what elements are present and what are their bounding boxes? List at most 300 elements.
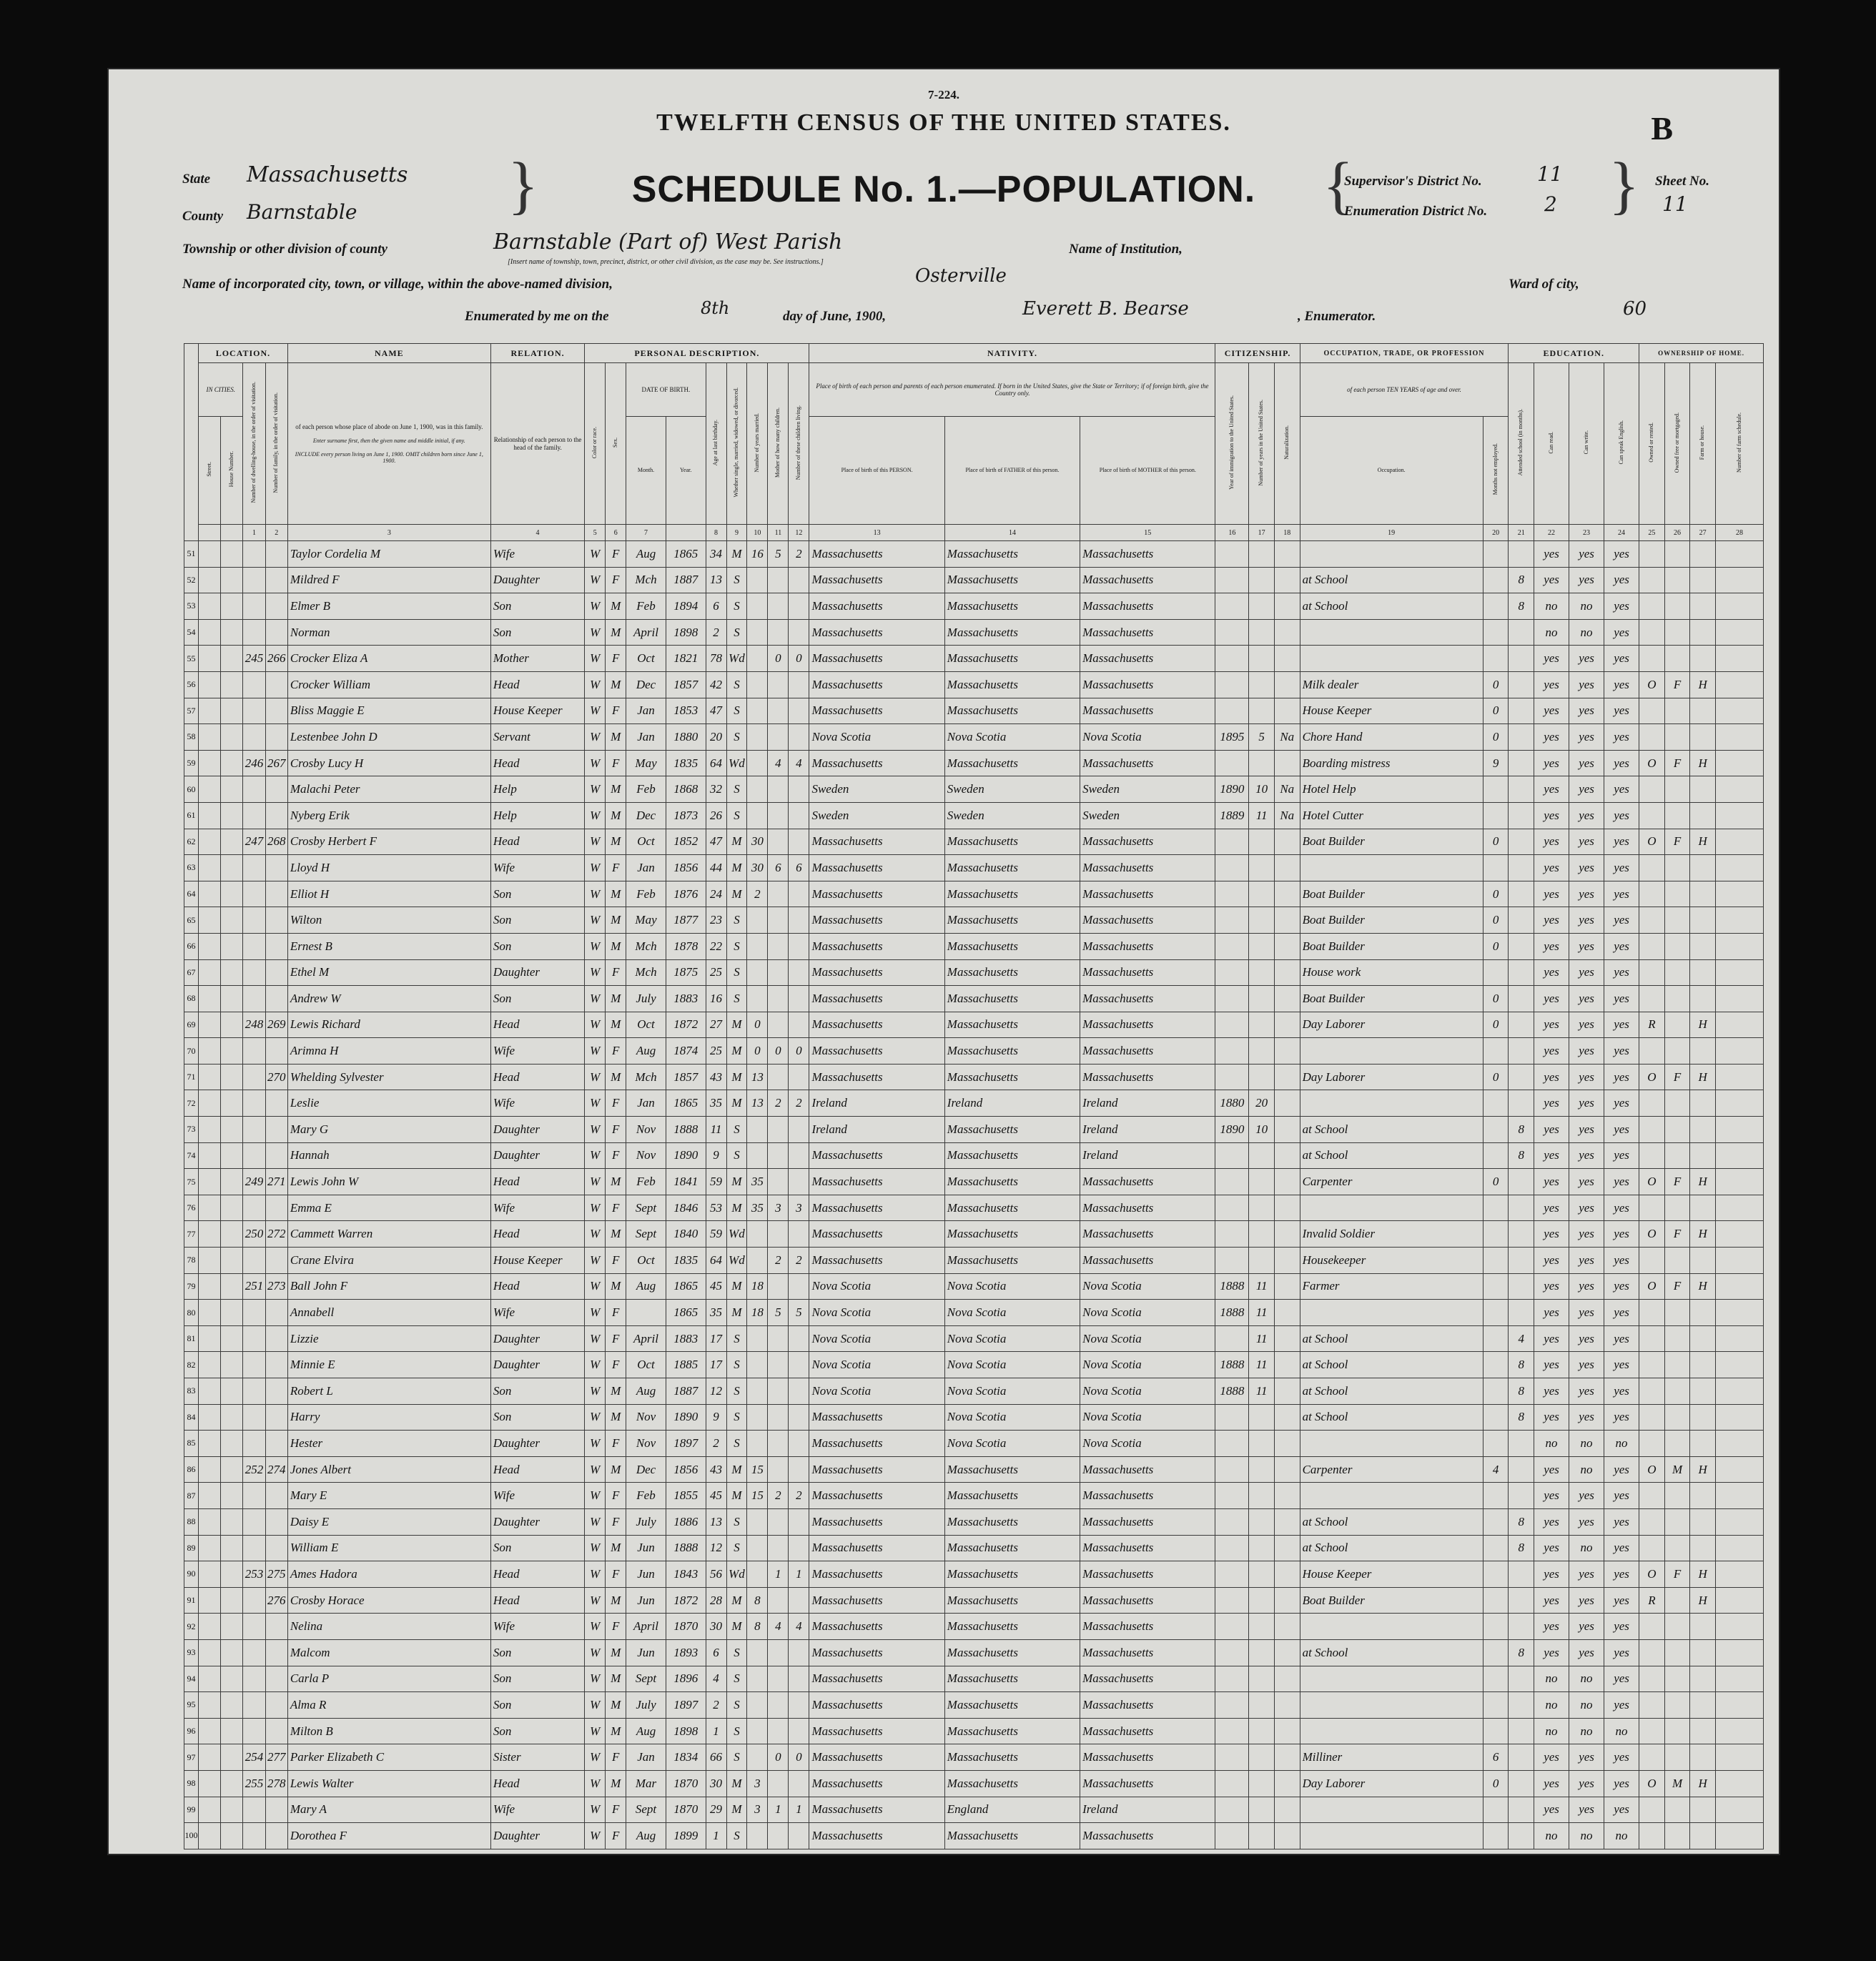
cell-free xyxy=(1664,907,1690,934)
cell-rel: Daughter xyxy=(490,1352,584,1378)
empty-cell xyxy=(221,1561,243,1588)
empty-cell xyxy=(221,1823,243,1849)
cell-fam xyxy=(265,1248,287,1274)
cell-dw xyxy=(243,698,265,724)
cell-farm xyxy=(1690,1142,1716,1169)
cell-ym xyxy=(747,1142,768,1169)
cell-age: 4 xyxy=(706,1666,726,1692)
cell-mc xyxy=(768,1666,789,1692)
cell-sex: F xyxy=(606,1561,626,1588)
cell-year: 1898 xyxy=(666,619,706,646)
cell-month: Jan xyxy=(626,698,666,724)
cell-sex: M xyxy=(606,1169,626,1195)
cell-color: W xyxy=(585,750,606,776)
line-number: 97 xyxy=(184,1744,199,1771)
cell-name: Elmer B xyxy=(287,593,490,620)
cell-dw xyxy=(243,959,265,986)
cell-pob: Nova Scotia xyxy=(809,1273,944,1300)
cell-occ xyxy=(1300,1797,1483,1823)
table-row xyxy=(184,646,1764,672)
cell-pobm: Massachusetts xyxy=(1080,855,1215,881)
cell-write: yes xyxy=(1569,1012,1604,1038)
cell-mne: 0 xyxy=(1483,881,1509,907)
cell-write: yes xyxy=(1569,1142,1604,1169)
census-title: TWELFTH CENSUS OF THE UNITED STATES. xyxy=(656,109,1231,136)
cell-fam: 267 xyxy=(265,750,287,776)
cell-sch xyxy=(1509,1248,1534,1274)
empty-cell xyxy=(1715,619,1763,646)
cell-pob: Massachusetts xyxy=(809,1248,944,1274)
empty-cell xyxy=(221,1692,243,1719)
cell-farm xyxy=(1690,959,1716,986)
cell-name: Lewis John W xyxy=(287,1169,490,1195)
cell-read: yes xyxy=(1534,1404,1569,1431)
cell-mar: M xyxy=(726,829,747,855)
empty-cell xyxy=(199,881,221,907)
cell-cl xyxy=(789,567,809,593)
cell-free xyxy=(1664,1744,1690,1771)
cell-read: yes xyxy=(1534,907,1569,934)
table-row xyxy=(184,1483,1764,1509)
cell-sch: 8 xyxy=(1509,593,1534,620)
cell-yrs xyxy=(1249,1012,1275,1038)
empty-cell xyxy=(1715,671,1763,698)
cell-ym: 30 xyxy=(747,855,768,881)
cell-occ: Carpenter xyxy=(1300,1169,1483,1195)
cell-sex: M xyxy=(606,1639,626,1666)
cell-yrs xyxy=(1249,671,1275,698)
cell-imm: 1880 xyxy=(1215,1090,1249,1117)
cell-imm: 1888 xyxy=(1215,1273,1249,1300)
cell-dw xyxy=(243,1248,265,1274)
cell-read: no xyxy=(1534,1718,1569,1744)
empty-cell xyxy=(1715,1117,1763,1143)
cell-age: 34 xyxy=(706,541,726,568)
empty-cell xyxy=(199,855,221,881)
cell-nat xyxy=(1274,1797,1300,1823)
empty-cell xyxy=(221,1614,243,1640)
cell-occ: Farmer xyxy=(1300,1273,1483,1300)
cell-sch xyxy=(1509,1090,1534,1117)
cell-rel: Wife xyxy=(490,1038,584,1065)
cell-own: O xyxy=(1639,1770,1665,1797)
cell-fam xyxy=(265,1639,287,1666)
cell-month: Sept xyxy=(626,1195,666,1221)
cell-mc xyxy=(768,671,789,698)
cell-farm xyxy=(1690,802,1716,829)
empty-cell xyxy=(221,671,243,698)
cell-rel: Daughter xyxy=(490,1431,584,1457)
cell-read: yes xyxy=(1534,1090,1569,1117)
cell-write: yes xyxy=(1569,1064,1604,1090)
cell-speak: yes xyxy=(1604,1797,1639,1823)
cell-yrs xyxy=(1249,567,1275,593)
cell-free: F xyxy=(1664,1221,1690,1248)
cell-read: yes xyxy=(1534,1300,1569,1326)
table-row xyxy=(184,1744,1764,1771)
cell-pobf: England xyxy=(944,1797,1080,1823)
cell-dw xyxy=(243,907,265,934)
cell-dw: 254 xyxy=(243,1744,265,1771)
months-not-employed-header: Months not employed. xyxy=(1491,443,1499,495)
empty-cell xyxy=(1715,1823,1763,1849)
cell-age: 29 xyxy=(706,1797,726,1823)
empty-cell xyxy=(1715,698,1763,724)
cell-cl xyxy=(789,1770,809,1797)
cell-year: 1874 xyxy=(666,1038,706,1065)
cell-dw xyxy=(243,671,265,698)
cell-own xyxy=(1639,646,1665,672)
year-header: Year. xyxy=(666,417,706,525)
cell-yrs xyxy=(1249,1483,1275,1509)
cell-write: yes xyxy=(1569,1587,1604,1614)
cell-speak: no xyxy=(1604,1823,1639,1849)
table-row xyxy=(184,829,1764,855)
table-row xyxy=(184,1431,1764,1457)
cell-fam xyxy=(265,1038,287,1065)
empty-cell xyxy=(1715,567,1763,593)
cell-sex: M xyxy=(606,829,626,855)
cell-occ: House Keeper xyxy=(1300,1561,1483,1588)
cell-pobf: Massachusetts xyxy=(944,541,1080,568)
cell-pobf: Nova Scotia xyxy=(944,1404,1080,1431)
empty-cell xyxy=(221,1248,243,1274)
cell-mne xyxy=(1483,646,1509,672)
cell-farm: H xyxy=(1690,1169,1716,1195)
cell-age: 6 xyxy=(706,593,726,620)
empty-cell xyxy=(199,1692,221,1719)
column-number: 17 xyxy=(1249,525,1275,541)
cell-free xyxy=(1664,1718,1690,1744)
empty-cell xyxy=(1715,1561,1763,1588)
cell-yrs xyxy=(1249,593,1275,620)
cell-occ: Boat Builder xyxy=(1300,986,1483,1012)
cell-cl: 2 xyxy=(789,1090,809,1117)
cell-month: May xyxy=(626,750,666,776)
color-header: Color or race. xyxy=(591,427,598,459)
sheet-letter: B xyxy=(1651,110,1673,147)
cell-month: Mch xyxy=(626,959,666,986)
cell-imm xyxy=(1215,855,1249,881)
table-row xyxy=(184,1090,1764,1117)
cell-color: W xyxy=(585,1431,606,1457)
cell-occ: House Keeper xyxy=(1300,698,1483,724)
empty-cell xyxy=(199,1797,221,1823)
column-number: 2 xyxy=(265,525,287,541)
cell-mne: 0 xyxy=(1483,1064,1509,1090)
cell-speak: yes xyxy=(1604,593,1639,620)
cell-nat xyxy=(1274,593,1300,620)
empty-cell xyxy=(221,986,243,1012)
cell-write: yes xyxy=(1569,933,1604,959)
cell-pobf: Nova Scotia xyxy=(944,1352,1080,1378)
cell-ym xyxy=(747,776,768,803)
cell-imm xyxy=(1215,1692,1249,1719)
pob-mother-header: Place of birth of MOTHER of this person. xyxy=(1080,417,1215,525)
cell-nat xyxy=(1274,750,1300,776)
line-number: 95 xyxy=(184,1692,199,1719)
cell-mne xyxy=(1483,593,1509,620)
cell-year: 1883 xyxy=(666,986,706,1012)
cell-read: yes xyxy=(1534,541,1569,568)
cell-own xyxy=(1639,802,1665,829)
cell-dw xyxy=(243,1352,265,1378)
cell-free xyxy=(1664,1823,1690,1849)
cell-sch: 8 xyxy=(1509,1352,1534,1378)
line-number: 80 xyxy=(184,1300,199,1326)
cell-dw xyxy=(243,986,265,1012)
cell-year: 1872 xyxy=(666,1587,706,1614)
cell-mc xyxy=(768,802,789,829)
cell-pobm: Ireland xyxy=(1080,1117,1215,1143)
cell-occ xyxy=(1300,1823,1483,1849)
cell-color: W xyxy=(585,1221,606,1248)
cell-yrs xyxy=(1249,1404,1275,1431)
cell-rel: House Keeper xyxy=(490,1248,584,1274)
cell-cl xyxy=(789,776,809,803)
column-number: 24 xyxy=(1604,525,1639,541)
cell-fam xyxy=(265,567,287,593)
cell-occ: Day Laborer xyxy=(1300,1770,1483,1797)
cell-imm xyxy=(1215,1325,1249,1352)
cell-pobf: Massachusetts xyxy=(944,855,1080,881)
cell-color: W xyxy=(585,1508,606,1535)
cell-rel: Head xyxy=(490,1456,584,1483)
cell-fam xyxy=(265,671,287,698)
in-cities-header: IN CITIES. xyxy=(199,363,243,417)
cell-mne xyxy=(1483,1823,1509,1849)
line-number: 96 xyxy=(184,1718,199,1744)
table-row xyxy=(184,1587,1764,1614)
cell-pobm: Massachusetts xyxy=(1080,541,1215,568)
cell-mar: M xyxy=(726,1300,747,1326)
cell-speak: yes xyxy=(1604,646,1639,672)
empty-cell xyxy=(221,1300,243,1326)
cell-fam xyxy=(265,1508,287,1535)
cell-farm xyxy=(1690,1090,1716,1117)
empty-cell xyxy=(221,724,243,751)
cell-name: Daisy E xyxy=(287,1508,490,1535)
cell-free xyxy=(1664,1535,1690,1561)
cell-occ: Day Laborer xyxy=(1300,1064,1483,1090)
empty-cell xyxy=(1715,1142,1763,1169)
cell-name: Dorothea F xyxy=(287,1823,490,1849)
cell-age: 30 xyxy=(706,1614,726,1640)
cell-color: W xyxy=(585,619,606,646)
cell-read: yes xyxy=(1534,1325,1569,1352)
empty-cell xyxy=(199,1221,221,1248)
cell-fam: 271 xyxy=(265,1169,287,1195)
table-row xyxy=(184,907,1764,934)
cell-dw xyxy=(243,1823,265,1849)
right-brace-open: { xyxy=(1323,150,1354,221)
empty-cell xyxy=(221,593,243,620)
cell-name: Lewis Richard xyxy=(287,1012,490,1038)
cell-month: April xyxy=(626,1614,666,1640)
empty-cell xyxy=(199,646,221,672)
column-number: 20 xyxy=(1483,525,1509,541)
table-row xyxy=(184,1718,1764,1744)
cell-mc xyxy=(768,567,789,593)
cell-cl xyxy=(789,1587,809,1614)
table-row xyxy=(184,1012,1764,1038)
cell-mc xyxy=(768,1692,789,1719)
cell-imm xyxy=(1215,1823,1249,1849)
cell-sex: M xyxy=(606,1456,626,1483)
cell-occ xyxy=(1300,1195,1483,1221)
cell-mne xyxy=(1483,567,1509,593)
cell-dw: 249 xyxy=(243,1169,265,1195)
cell-occ: at School xyxy=(1300,1117,1483,1143)
cell-mne: 0 xyxy=(1483,724,1509,751)
cell-pob: Massachusetts xyxy=(809,933,944,959)
cell-month: Mch xyxy=(626,567,666,593)
cell-mar: M xyxy=(726,1770,747,1797)
cell-fam xyxy=(265,933,287,959)
cell-fam xyxy=(265,1378,287,1405)
cell-rel: Head xyxy=(490,671,584,698)
cell-name: William E xyxy=(287,1535,490,1561)
cell-imm xyxy=(1215,1404,1249,1431)
line-number: 63 xyxy=(184,855,199,881)
cell-dw xyxy=(243,881,265,907)
cell-year: 1880 xyxy=(666,724,706,751)
cell-rel: Head xyxy=(490,1012,584,1038)
cell-free: M xyxy=(1664,1770,1690,1797)
table-row xyxy=(184,1797,1764,1823)
cell-name: Jones Albert xyxy=(287,1456,490,1483)
cell-sex: F xyxy=(606,1744,626,1771)
cell-occ: Milliner xyxy=(1300,1744,1483,1771)
empty-cell xyxy=(1715,959,1763,986)
empty-cell xyxy=(199,750,221,776)
cell-nat xyxy=(1274,1666,1300,1692)
cell-rel: Head xyxy=(490,1587,584,1614)
cell-free xyxy=(1664,1012,1690,1038)
cell-pobf: Massachusetts xyxy=(944,1639,1080,1666)
empty-cell xyxy=(1715,1273,1763,1300)
cell-dw xyxy=(243,1666,265,1692)
cell-mc xyxy=(768,1587,789,1614)
cell-pobm: Massachusetts xyxy=(1080,1666,1215,1692)
cell-month: Oct xyxy=(626,1352,666,1378)
cell-own xyxy=(1639,541,1665,568)
empty-cell xyxy=(221,1508,243,1535)
cell-pobf: Massachusetts xyxy=(944,1744,1080,1771)
cell-imm xyxy=(1215,1431,1249,1457)
cell-imm xyxy=(1215,619,1249,646)
cell-free xyxy=(1664,1508,1690,1535)
cell-farm: H xyxy=(1690,671,1716,698)
cell-speak: yes xyxy=(1604,855,1639,881)
cell-own: O xyxy=(1639,671,1665,698)
cell-sex: F xyxy=(606,1823,626,1849)
cell-yrs: 5 xyxy=(1249,724,1275,751)
cell-farm xyxy=(1690,776,1716,803)
cell-write: yes xyxy=(1569,671,1604,698)
cell-dw xyxy=(243,1692,265,1719)
cell-free xyxy=(1664,724,1690,751)
cell-mne xyxy=(1483,1117,1509,1143)
empty-cell xyxy=(199,1431,221,1457)
cell-yrs xyxy=(1249,1587,1275,1614)
cell-cl xyxy=(789,724,809,751)
line-number: 84 xyxy=(184,1404,199,1431)
cell-fam xyxy=(265,1483,287,1509)
township-label: Township or other division of county xyxy=(182,242,387,257)
cell-sex: M xyxy=(606,881,626,907)
cell-month: Oct xyxy=(626,646,666,672)
cell-color: W xyxy=(585,1561,606,1588)
cell-occ: at School xyxy=(1300,1639,1483,1666)
cell-mne xyxy=(1483,1404,1509,1431)
empty-cell xyxy=(221,1142,243,1169)
cell-cl xyxy=(789,1535,809,1561)
cell-mc: 5 xyxy=(768,541,789,568)
cell-ym xyxy=(747,1508,768,1535)
cell-speak: yes xyxy=(1604,1195,1639,1221)
cell-pobm: Massachusetts xyxy=(1080,698,1215,724)
cell-speak: yes xyxy=(1604,986,1639,1012)
cell-free: F xyxy=(1664,750,1690,776)
cell-own: O xyxy=(1639,1456,1665,1483)
cell-nat xyxy=(1274,1038,1300,1065)
cell-nat xyxy=(1274,1639,1300,1666)
cell-mar: S xyxy=(726,1718,747,1744)
cell-dw xyxy=(243,724,265,751)
table-row xyxy=(184,776,1764,803)
cell-mar: S xyxy=(726,698,747,724)
cell-occ: Boat Builder xyxy=(1300,881,1483,907)
cell-pobm: Massachusetts xyxy=(1080,1456,1215,1483)
cell-own xyxy=(1639,959,1665,986)
cell-month: Dec xyxy=(626,802,666,829)
cell-nat xyxy=(1274,541,1300,568)
cell-name: Crosby Horace xyxy=(287,1587,490,1614)
cell-write: no xyxy=(1569,593,1604,620)
cell-mc xyxy=(768,881,789,907)
marital-header: Whether single, married, widowed, or divorced. xyxy=(733,387,740,498)
cell-cl: 3 xyxy=(789,1195,809,1221)
cell-rel: Head xyxy=(490,1064,584,1090)
cell-occ xyxy=(1300,1666,1483,1692)
cell-speak: yes xyxy=(1604,1692,1639,1719)
cell-own xyxy=(1639,1378,1665,1405)
cell-speak: yes xyxy=(1604,619,1639,646)
cell-mne xyxy=(1483,1797,1509,1823)
cell-mc xyxy=(768,1352,789,1378)
table-row xyxy=(184,750,1764,776)
cell-cl xyxy=(789,881,809,907)
cell-yrs xyxy=(1249,1823,1275,1849)
cell-color: W xyxy=(585,855,606,881)
cell-read: yes xyxy=(1534,567,1569,593)
cell-rel: Son xyxy=(490,1535,584,1561)
table-row xyxy=(184,1325,1764,1352)
cell-yrs xyxy=(1249,1169,1275,1195)
cell-occ: Chore Hand xyxy=(1300,724,1483,751)
cell-speak: yes xyxy=(1604,1770,1639,1797)
cell-farm xyxy=(1690,986,1716,1012)
cell-color: W xyxy=(585,724,606,751)
cell-speak: yes xyxy=(1604,1614,1639,1640)
cell-age: 35 xyxy=(706,1300,726,1326)
cell-mar: M xyxy=(726,1456,747,1483)
cell-pob: Massachusetts xyxy=(809,1038,944,1065)
cell-cl xyxy=(789,986,809,1012)
cell-own xyxy=(1639,1797,1665,1823)
cell-sch xyxy=(1509,1666,1534,1692)
